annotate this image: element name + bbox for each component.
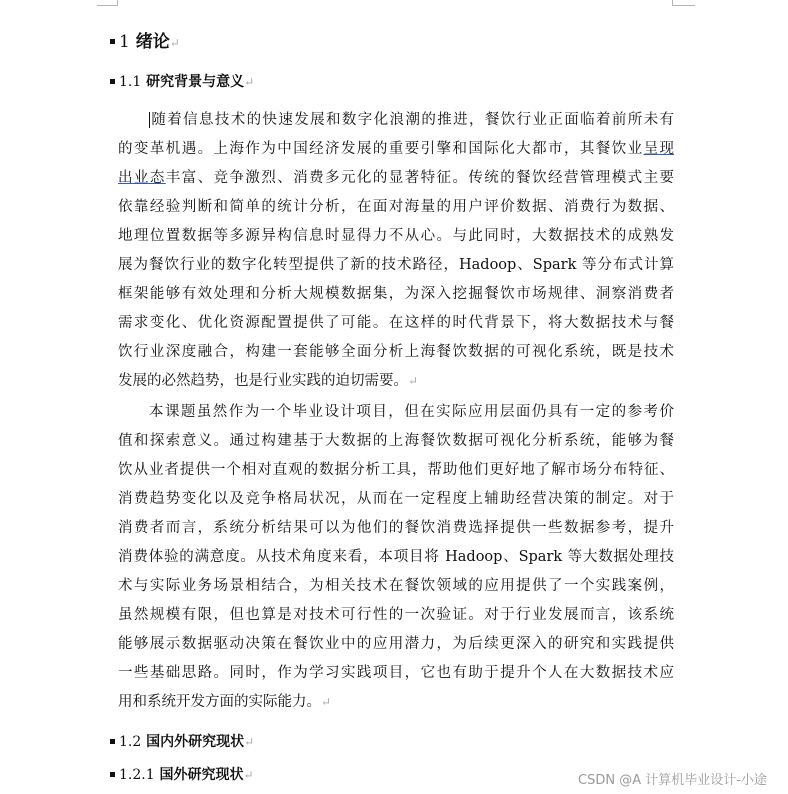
spellcheck-underline: 出业态 — [118, 170, 166, 186]
text-line: 随着信息技术的快速发展和数字化浪潮的推进，餐饮行业正面临着前所未有 — [150, 112, 674, 128]
heading-1-2[interactable] — [110, 731, 254, 751]
paragraph-significance[interactable] — [118, 398, 674, 717]
paragraph-mark-icon: ↵ — [321, 695, 332, 709]
page-crop-mark-right — [672, 0, 695, 6]
heading-number: 1.2.1 — [119, 767, 155, 783]
heading-1[interactable] — [110, 27, 180, 52]
text-line: 术与实际业务场景相结合，为相关技术在餐饮领域的应用提供了一个实践案例， — [118, 578, 674, 594]
page-crop-mark-left — [97, 0, 118, 6]
watermark: CSDN @A 计算机毕业设计-小途 — [578, 773, 767, 788]
heading-title: 国内外研究现状 — [146, 734, 245, 750]
text-line: 依靠经验判断和简单的统计分析，在面对海量的用户评价数据、消费行为数据、 — [118, 199, 674, 215]
heading-1-2-1[interactable] — [110, 764, 254, 784]
paragraph-mark-icon: ↵ — [243, 768, 254, 782]
text-line: 需求变化、优化资源配置提供了可能。在这样的时代背景下，将大数据技术与餐 — [118, 315, 674, 331]
text-line: 值和探索意义。通过构建基于大数据的上海餐饮数据可视化分析系统，能够为餐 — [118, 433, 674, 449]
heading-1-1[interactable] — [110, 71, 254, 91]
heading-title: 绪论 — [135, 32, 170, 52]
list-bullet-icon — [110, 39, 115, 44]
text-line: 消费趋势变化以及竞争格局状况，从而在一定程度上辅助经营决策的制定。对于 — [118, 491, 674, 507]
paragraph-background[interactable] — [118, 106, 674, 396]
text-line: 用和系统开发方面的实际能力。↵ — [118, 694, 332, 710]
list-bullet-icon — [110, 739, 115, 744]
text-line: 虽然规模有限，但也算是对技术可行性的一次验证。对于行业发展而言，该系统 — [118, 607, 674, 623]
text-line: 出业态丰富、竞争激烈、消费多元化的显著特征。传统的餐饮经营管理模式主要 — [118, 170, 674, 186]
spellcheck-underline: 呈现 — [643, 141, 675, 157]
heading-title: 研究背景与意义 — [146, 74, 245, 90]
text-line: 的变革机遇。上海作为中国经济发展的重要引擎和国际化大都市，其餐饮业呈现 — [118, 141, 675, 157]
heading-title: 国外研究现状 — [159, 767, 244, 783]
text-line: 发展的必然趋势，也是行业实践的迫切需要。↵ — [118, 373, 419, 389]
text-line: 饮行业深度融合，构建一套能够全面分析上海餐饮数据的可视化系统，既是技术 — [118, 344, 674, 360]
list-bullet-icon — [110, 772, 115, 777]
heading-number: 1.2 — [119, 734, 142, 750]
text-line: 能够展示数据驱动决策在餐饮业中的应用潜力，为后续更深入的研究和实践提供 — [118, 636, 674, 652]
paragraph-mark-icon: ↵ — [169, 36, 180, 50]
paragraph-mark-icon: ↵ — [244, 735, 255, 749]
list-bullet-icon — [110, 79, 115, 84]
text-line: 框架能够有效处理和分析大规模数据集，为深入挖掘餐饮市场规律、洞察消费者 — [118, 286, 674, 302]
text-line: 消费体验的满意度。从技术角度来看，本项目将 Hadoop、Spark 等大数据处理技 — [118, 549, 674, 565]
text-line: 饮从业者提供一个相对直观的数据分析工具，帮助他们更好地了解市场分布特征、 — [118, 462, 674, 478]
heading-number: 1 — [119, 32, 130, 52]
paragraph-mark-icon: ↵ — [244, 75, 255, 89]
text-line: 一些基础思路。同时，作为学习实践项目，它也有助于提升个人在大数据技术应 — [118, 665, 674, 681]
text-line: 消费者而言，系统分析结果可以为他们的餐饮消费选择提供一些数据参考，提升 — [118, 520, 674, 536]
text-line: 地理位置数据等多源异构信息时显得力不从心。与此同时，大数据技术的成熟发 — [118, 228, 674, 244]
paragraph-mark-icon: ↵ — [408, 374, 419, 388]
heading-number: 1.1 — [119, 74, 142, 90]
text-line: 展为餐饮行业的数字化转型提供了新的技术路径，Hadoop、Spark 等分布式计算 — [118, 257, 674, 273]
text-line: 本课题虽然作为一个毕业设计项目，但在实际应用层面仍具有一定的参考价 — [149, 404, 674, 420]
